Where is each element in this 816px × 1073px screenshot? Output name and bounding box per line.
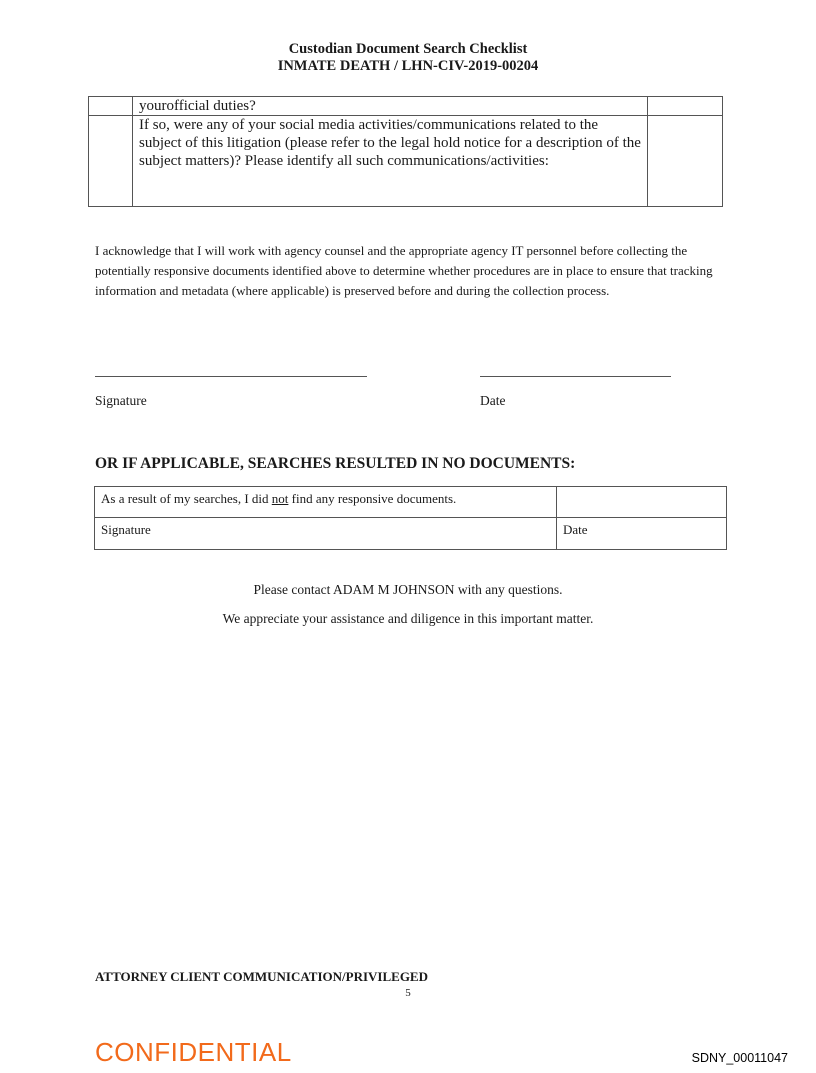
- blank-cell: [557, 487, 727, 518]
- matter-title: INMATE DEATH / LHN-CIV-2019-00204: [277, 58, 539, 74]
- appreciation-line: We appreciate your assistance and diligence in this important matter.: [222, 611, 594, 626]
- answer-cell: [648, 97, 723, 116]
- table-row: [89, 116, 723, 207]
- checklist-table: [88, 96, 723, 207]
- no-documents-heading: OR IF APPLICABLE, SEARCHES RESULTED IN NO DOCUMENTS:: [95, 455, 576, 472]
- document-title: Custodian Document Search Checklist: [288, 41, 528, 57]
- table-row: [95, 518, 727, 550]
- question-cell: If so, were any of your social media activities/communications related to the subject of this litigation (please refer to the legal hold notice for a description of the subject matters)? Please identify all such communications/activities:: [133, 116, 648, 207]
- date-label: Date: [480, 393, 506, 408]
- table-row: [95, 487, 727, 518]
- contact-line: Please contact ADAM M JOHNSON with any questions.: [253, 582, 563, 597]
- table-row: [89, 97, 723, 116]
- bates-number: SDNY_00011047: [691, 1051, 788, 1065]
- page-number: 5: [405, 987, 411, 999]
- no-documents-signature-cell: Signature: [95, 518, 557, 550]
- no-documents-statement: As a result of my searches, I did not find any responsive documents.: [95, 487, 557, 518]
- emphasis-not: not: [271, 491, 289, 506]
- acknowledgment-paragraph: I acknowledge that I will work with agency counsel and the appropriate agency IT personnel before collecting the potentially responsive documents identified above to determine whether procedures are in place to ensure that tracking information and metadata (where applicable) is preserved before and during the collection process.: [95, 243, 713, 298]
- answer-cell: [648, 116, 723, 207]
- confidential-stamp: CONFIDENTIAL: [95, 1037, 292, 1067]
- no-documents-date-cell: Date: [557, 518, 727, 550]
- no-documents-table: [94, 486, 727, 550]
- signature-label: Signature: [95, 393, 147, 408]
- question-cell: yourofficial duties?: [133, 97, 648, 116]
- privilege-footer: ATTORNEY CLIENT COMMUNICATION/PRIVILEGED: [95, 969, 428, 984]
- signature-line: [95, 376, 367, 377]
- row-number-cell: [89, 97, 133, 116]
- row-number-cell: [89, 116, 133, 207]
- date-line: [480, 376, 671, 377]
